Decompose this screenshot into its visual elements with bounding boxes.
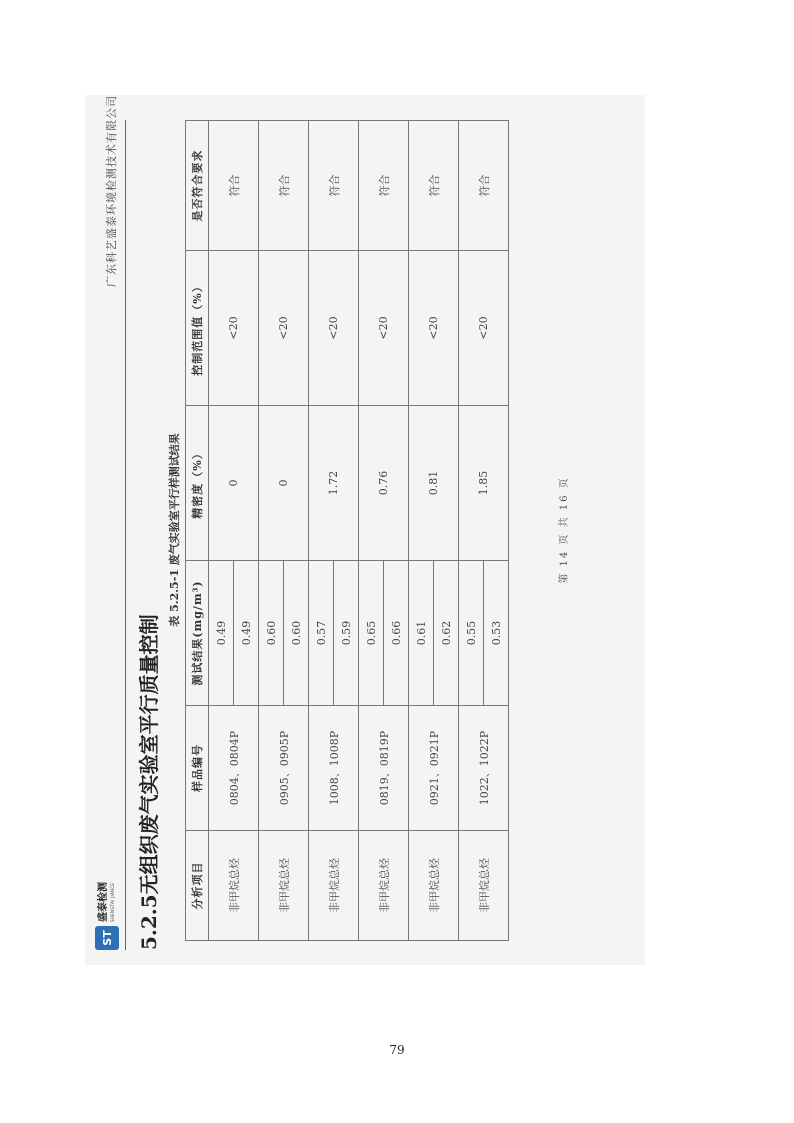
header-control-range: 控制范围值（%）: [186, 251, 209, 406]
cell-control-range: <20: [359, 251, 409, 406]
logo-chinese-text: 盛泰检测: [98, 882, 109, 922]
cell-result-1: 0.49: [209, 561, 234, 706]
cell-analysis-item: 非甲烷总烃: [309, 831, 359, 941]
cell-compliance: 符合: [459, 121, 509, 251]
cell-analysis-item: 非甲烷总烃: [209, 831, 259, 941]
cell-sample-id: 0819、0819P: [359, 706, 409, 831]
cell-result-1: 0.60: [259, 561, 284, 706]
page-footer: 第 14 页 共 16 页: [559, 476, 570, 584]
cell-result-1: 0.61: [409, 561, 434, 706]
table-row: [359, 121, 384, 941]
cell-control-range: <20: [459, 251, 509, 406]
company-logo: [95, 882, 119, 950]
cell-precision: 0.76: [359, 406, 409, 561]
cell-precision: 0: [209, 406, 259, 561]
header-analysis-item: 分析项目: [186, 831, 209, 941]
cell-result-1: 0.65: [359, 561, 384, 706]
header-test-result: 测试结果(mg/m³): [186, 561, 209, 706]
logo-mark-icon: ST: [95, 926, 119, 950]
cell-analysis-item: 非甲烷总烃: [259, 831, 309, 941]
cell-analysis-item: 非甲烷总烃: [459, 831, 509, 941]
cell-precision: 0.81: [409, 406, 459, 561]
company-name: 广东科艺盛泰环境检测技术有限公司: [105, 95, 118, 287]
cell-sample-id: 1022、1022P: [459, 706, 509, 831]
cell-result-2: 0.62: [434, 561, 459, 706]
cell-control-range: <20: [259, 251, 309, 406]
qc-results-table: [185, 120, 509, 941]
cell-result-2: 0.60: [284, 561, 309, 706]
cell-analysis-item: 非甲烷总烃: [359, 831, 409, 941]
cell-compliance: 符合: [409, 121, 459, 251]
cell-precision: 1.85: [459, 406, 509, 561]
cell-result-2: 0.49: [234, 561, 259, 706]
header-precision: 精密度（%）: [186, 406, 209, 561]
section-title: 5.2.5无组织废气实验室平行质量控制: [137, 614, 161, 950]
cell-precision: 1.72: [309, 406, 359, 561]
cell-result-2: 0.66: [384, 561, 409, 706]
cell-control-range: <20: [409, 251, 459, 406]
cell-control-range: <20: [209, 251, 259, 406]
cell-sample-id: 1008、1008P: [309, 706, 359, 831]
cell-sample-id: 0804、0804P: [209, 706, 259, 831]
table-row: [459, 121, 484, 941]
table-row: [309, 121, 334, 941]
cell-result-2: 0.59: [334, 561, 359, 706]
cell-compliance: 符合: [259, 121, 309, 251]
cell-sample-id: 0921、0921P: [409, 706, 459, 831]
table-row: [409, 121, 434, 941]
logo-english-text: SHENGTAI JIANCE: [110, 882, 115, 922]
cell-result-2: 0.53: [484, 561, 509, 706]
cell-result-1: 0.57: [309, 561, 334, 706]
cell-compliance: 符合: [359, 121, 409, 251]
table-row: [209, 121, 234, 941]
cell-compliance: 符合: [309, 121, 359, 251]
rotated-report-page: [85, 95, 645, 965]
cell-analysis-item: 非甲烷总烃: [409, 831, 459, 941]
cell-precision: 0: [259, 406, 309, 561]
page-number: 79: [389, 1043, 405, 1057]
cell-sample-id: 0905、0905P: [259, 706, 309, 831]
header-compliance: 是否符合要求: [186, 121, 209, 251]
cell-control-range: <20: [309, 251, 359, 406]
table-row: [259, 121, 284, 941]
cell-result-1: 0.55: [459, 561, 484, 706]
header-divider: [125, 120, 126, 950]
header-sample-id: 样品编号: [186, 706, 209, 831]
table-header-row: [186, 121, 209, 941]
table-caption: 表 5.2.5-1 废气实验室平行样测试结果: [168, 433, 181, 627]
cell-compliance: 符合: [209, 121, 259, 251]
